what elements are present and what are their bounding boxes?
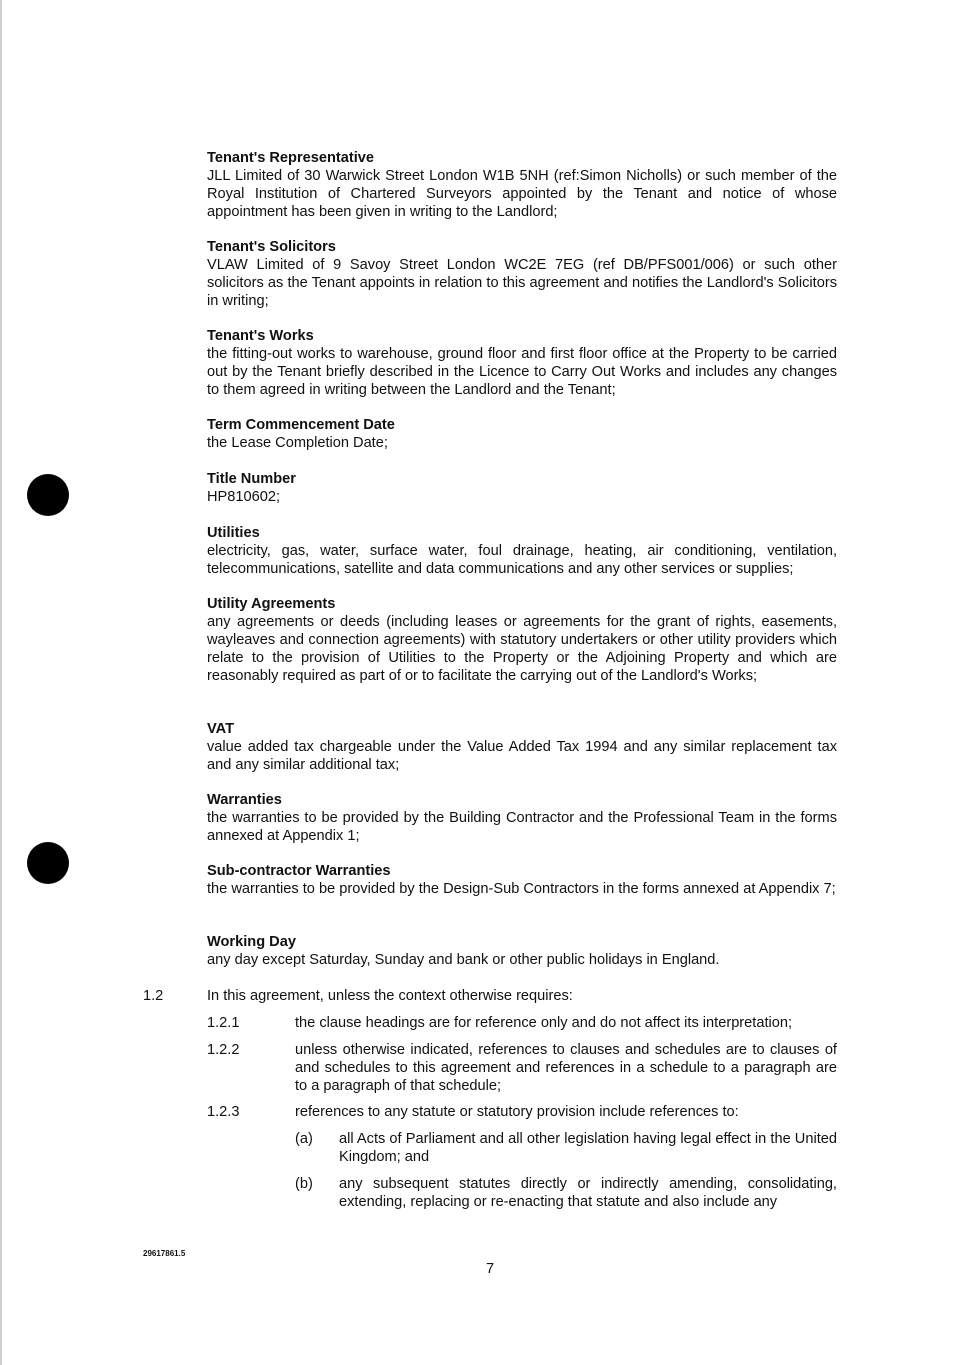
item-text: any subsequent statutes directly or indirectly amending, consolidating, extending, replacing or re-enacting that statute and also include any: [339, 1176, 837, 1210]
definition-term: Working Day: [207, 934, 296, 950]
definition-text: any agreements or deeds (including leases or agreements for the grant of rights, easements, wayleaves and connection agreements) with statutory undertakers or other utility providers which relate to the provision of Utilities to the Property or the Adjoining Property and which are reasonably required as part of or to facilitate the carrying out of the Landlord's Works;: [207, 614, 837, 684]
definition-text: the fitting-out works to warehouse, ground floor and first floor office at the Property to be carried out by the Tenant briefly described in the Licence to Carry Out Works and includes any changes to them agreed in writing between the Landlord and the Tenant;: [207, 346, 837, 398]
definition-text: HP810602;: [207, 489, 281, 505]
definition-text: VLAW Limited of 9 Savoy Street London WC2E 7EG (ref DB/PFS001/006) or such other solicitors as the Tenant appoints in relation to this agreement and notifies the Landlord's Solicitors in writing;: [207, 257, 837, 309]
definition-term: Sub-contractor Warranties: [207, 863, 391, 879]
page-edge: [0, 0, 2, 1365]
page-number: 7: [485, 1261, 495, 1277]
definition-term: Term Commencement Date: [207, 417, 395, 433]
item-label: (a): [295, 1131, 313, 1147]
definition-text: value added tax chargeable under the Value Added Tax 1994 and any similar replacement tax and any similar additional tax;: [207, 739, 837, 773]
definition-text: the warranties to be provided by the Building Contractor and the Professional Team in the forms annexed at Appendix 1;: [207, 810, 837, 844]
definition-utilities: [207, 524, 837, 578]
definition-warranties: [207, 791, 837, 845]
definition-term: Tenant's Works: [207, 328, 314, 344]
definition-term: Tenant's Representative: [207, 150, 375, 166]
punch-hole-bottom: [27, 842, 69, 884]
definition-sub-contractor-warranties: [207, 862, 837, 898]
definition-working-day: [207, 933, 837, 969]
definition-term: Utilities: [207, 525, 260, 541]
subclause-text: references to any statute or statutory provision include references to:: [295, 1104, 739, 1120]
subclause-number: 1.2.1: [207, 1015, 240, 1031]
definition-text: electricity, gas, water, surface water, foul drainage, heating, air conditioning, ventilation, telecommunications, satellite and data communications and any other services or supplies;: [207, 543, 837, 577]
definition-text: the Lease Completion Date;: [207, 435, 388, 451]
definition-term: Utility Agreements: [207, 596, 336, 612]
subclause-text: the clause headings are for reference only and do not affect its interpretation;: [295, 1015, 793, 1031]
punch-hole-top: [27, 474, 69, 516]
definition-title-number: [207, 470, 837, 506]
definition-term: Warranties: [207, 792, 282, 808]
definition-term: VAT: [207, 721, 235, 737]
clause-text: In this agreement, unless the context otherwise requires:: [207, 988, 573, 1004]
definition-tenants-works: [207, 327, 837, 399]
subclause-number: 1.2.3: [207, 1104, 240, 1120]
definition-term: Tenant's Solicitors: [207, 239, 336, 255]
definition-utility-agreements: [207, 595, 837, 685]
subclause-text: unless otherwise indicated, references to clauses and schedules are to clauses of and schedules to this agreement and references in a schedule to a paragraph are to a paragraph of that schedule;: [295, 1042, 837, 1094]
item-label: (b): [295, 1176, 313, 1192]
document-reference: 29617861.5: [143, 1249, 186, 1258]
definition-term: Title Number: [207, 471, 296, 487]
definition-tenants-representative: [207, 149, 837, 221]
definition-text: the warranties to be provided by the Design-Sub Contractors in the forms annexed at Appendix 7;: [207, 881, 836, 897]
subclause-number: 1.2.2: [207, 1042, 240, 1058]
definition-term-commencement-date: [207, 416, 837, 452]
definition-vat: [207, 720, 837, 774]
item-text: all Acts of Parliament and all other legislation having legal effect in the United Kingdom; and: [339, 1131, 837, 1165]
definition-tenants-solicitors: [207, 238, 837, 310]
definition-text: JLL Limited of 30 Warwick Street London W1B 5NH (ref:Simon Nicholls) or such member of the Royal Institution of Chartered Surveyors appointed by the Tenant and notice of whose appointment has been given in writing to the Landlord;: [207, 168, 837, 220]
clause-number: 1.2: [143, 988, 164, 1004]
definition-text: any day except Saturday, Sunday and bank or other public holidays in England.: [207, 952, 720, 968]
